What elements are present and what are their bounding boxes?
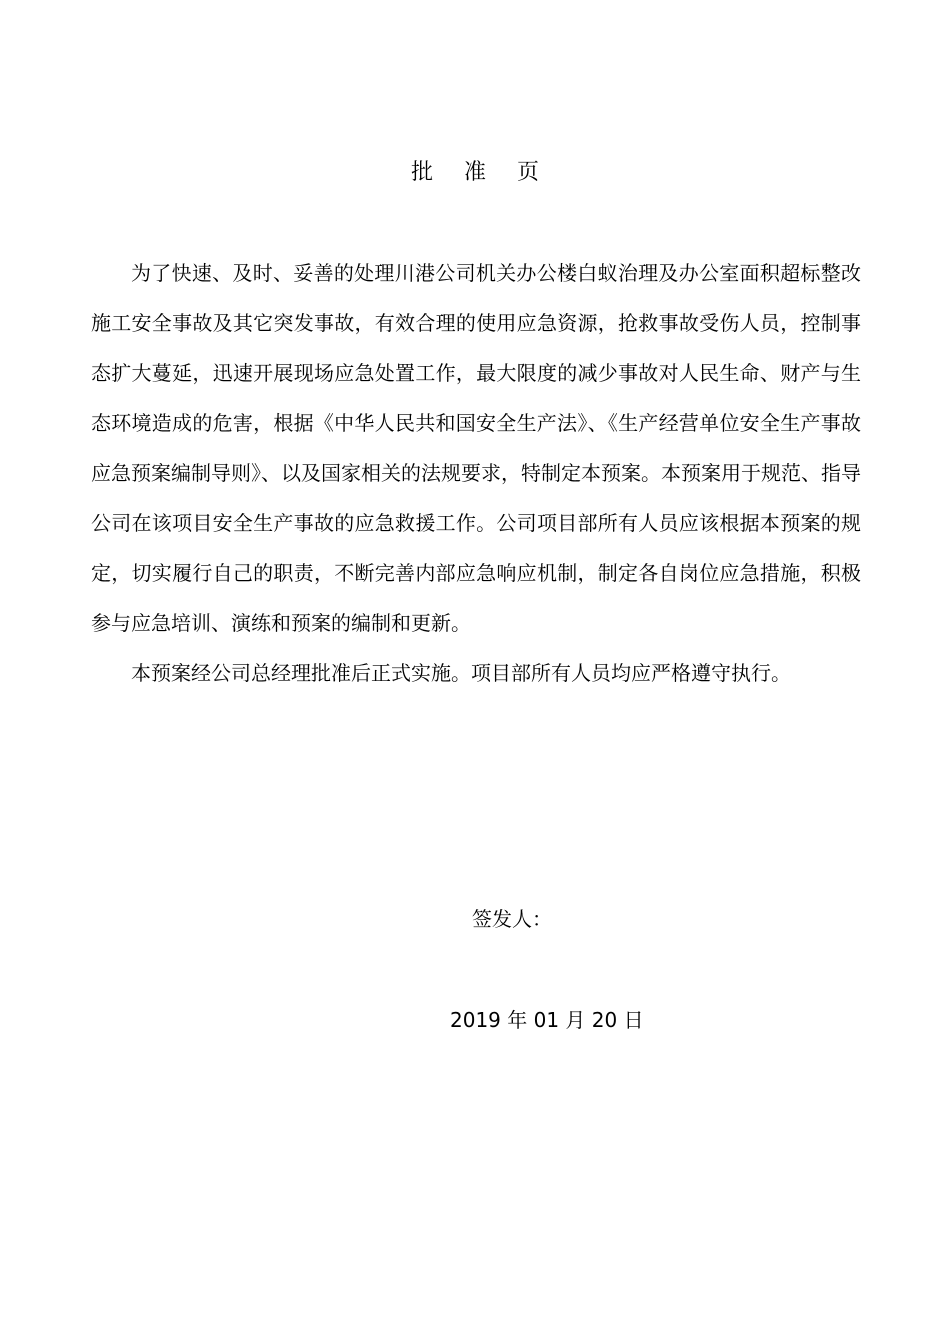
- paragraph-implementation: 本预案经公司总经理批准后正式实施。项目部所有人员均应严格遵守执行。: [131, 661, 791, 685]
- paragraph-purpose: 为了快速、及时、妥善的处理川港公司机关办公楼白蚁治理及办公室面积超标整改施工安全事故及其它突发事故，有效合理的使用应急资源，抢救事故受伤人员，控制事态扩大蔓延，迅速开展现场应急处置工作，最大限度的减少事故对人民生命、财产与生态环境造成的危害，根据《中华人民共和国安全生产法》、《生产经营单位安全生产事故应急预案编制导则》、以及国家相关的法规要求，特制定本预案。本预案用于规范、指导公司在该项目安全生产事故的应急救援工作。公司项目部所有人员应该根据本预案的规定，切实履行自己的职责，不断完善内部应急响应机制，制定各自岗位应急措施，积极参与应急培训、演练和预案的编制和更新。: [91, 261, 861, 635]
- issue-date: 2019 年 01 月 20 日: [450, 1008, 644, 1032]
- signer-label: 签发人：: [472, 907, 552, 931]
- page-title: 批 准 页: [411, 160, 551, 185]
- document-body: [91, 248, 861, 698]
